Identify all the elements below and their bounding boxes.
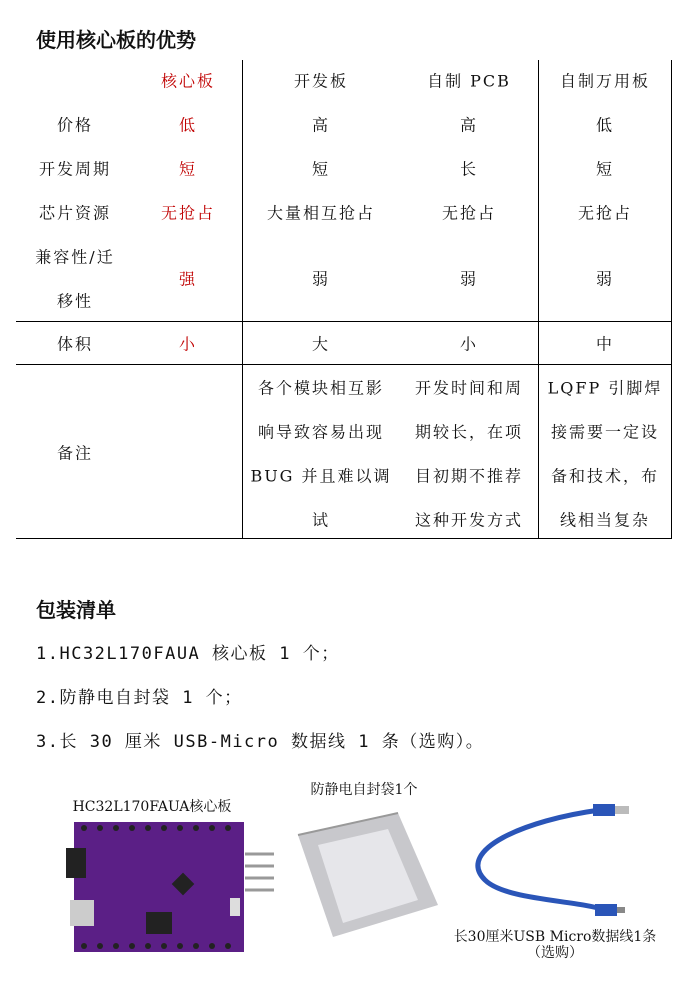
table-divider [538, 60, 539, 538]
cell: 无抢占 [441, 203, 497, 223]
remark-line: 接需要一定设 [550, 422, 660, 442]
cell: 短 [178, 159, 198, 179]
cell: 短 [311, 159, 331, 179]
board-caption: HC32L170FAUA核心板 [72, 799, 232, 815]
cable-caption-line2: （选购） [527, 945, 583, 961]
table-divider [16, 538, 672, 539]
remark-line: 试 [311, 510, 331, 530]
core-board-image [60, 818, 280, 958]
antistatic-bag-image [288, 805, 448, 945]
remark-line: 目初期不推荐 [414, 466, 524, 486]
package-item: 1.HC32L170FAUA 核心板 1 个； [36, 644, 340, 664]
cell: 低 [595, 115, 615, 135]
row-label-chip-resources: 芯片资源 [38, 203, 112, 223]
cell: 弱 [311, 269, 331, 289]
usb-cable-image [465, 800, 635, 920]
header-core-board: 核心板 [160, 71, 216, 91]
row-label-compat-line1: 兼容性/迁 [35, 247, 115, 267]
header-custom-pcb: 自制 PCB [427, 71, 511, 91]
row-label-compat-line2: 移性 [56, 291, 94, 311]
header-dev-board: 开发板 [293, 71, 349, 91]
row-label-remarks: 备注 [56, 443, 94, 463]
cell: 强 [178, 269, 198, 289]
table-divider [16, 364, 672, 365]
cell: 小 [178, 334, 198, 354]
cell: 无抢占 [577, 203, 633, 223]
row-label-size: 体积 [56, 334, 94, 354]
cell: 高 [459, 115, 479, 135]
cell: 大 [311, 334, 331, 354]
table-divider [671, 60, 672, 538]
cell: 短 [595, 159, 615, 179]
cell: 低 [178, 115, 198, 135]
cell: 中 [595, 334, 615, 354]
cable-caption-line1: 长30厘米USB Micro数据线1条 [453, 929, 657, 945]
remark-line: 各个模块相互影 [257, 378, 385, 398]
cell: 无抢占 [160, 203, 216, 223]
header-perfboard: 自制万用板 [559, 71, 651, 91]
table-divider [16, 321, 672, 322]
cell: 大量相互抢占 [266, 203, 376, 223]
table-divider [242, 60, 243, 538]
remark-line: 响导致容易出现 [257, 422, 385, 442]
section-title-package: 包装清单 [36, 598, 116, 622]
cell: 弱 [595, 269, 615, 289]
cell: 长 [459, 159, 479, 179]
row-label-price: 价格 [56, 115, 94, 135]
remark-line: 开发时间和周 [414, 378, 524, 398]
remark-line: BUG 并且难以调 [250, 466, 392, 486]
remark-line: 期较长，在项 [414, 422, 524, 442]
package-item: 3.长 30 厘米 USB-Micro 数据线 1 条（选购）。 [36, 732, 485, 752]
remark-line: 这种开发方式 [414, 510, 524, 530]
remark-line: 线相当复杂 [559, 510, 651, 530]
cell: 弱 [459, 269, 479, 289]
bag-caption: 防静电自封袋1个 [310, 782, 418, 798]
row-label-dev-cycle: 开发周期 [38, 159, 112, 179]
section-title-advantages: 使用核心板的优势 [36, 28, 196, 52]
remark-line: LQFP 引脚焊 [547, 378, 663, 398]
cell: 高 [311, 115, 331, 135]
package-item: 2.防静电自封袋 1 个； [36, 688, 243, 708]
remark-line: 备和技术，布 [550, 466, 660, 486]
cell: 小 [459, 334, 479, 354]
